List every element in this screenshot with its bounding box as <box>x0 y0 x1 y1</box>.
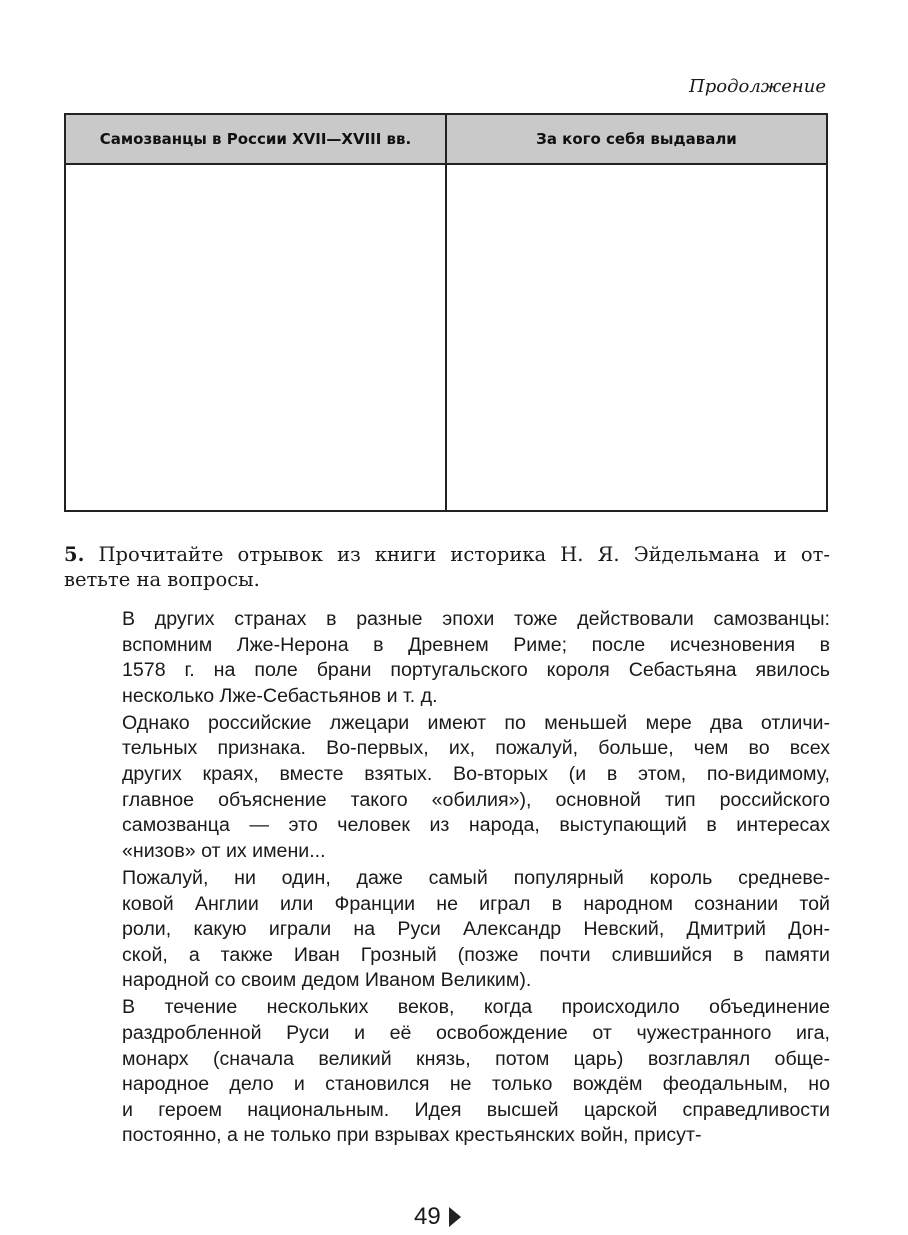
quote-line: и героем национальным. Идея высшей царской справедливости <box>122 1098 830 1121</box>
task-number: 5. <box>64 543 85 566</box>
quote-line: других краях, вместе взятых. Во-вторых (и в этом, по-видимому, <box>122 763 830 786</box>
quote-excerpt <box>122 607 830 1150</box>
impostors-table <box>64 113 828 512</box>
page-number <box>414 1203 461 1231</box>
quote-line: роли, какую играли на Руси Александр Невский, Дмитрий Дон- <box>122 918 830 941</box>
quote-line: тельных признака. Во-первых, их, пожалуй, больше, чем во всех <box>122 737 830 760</box>
triangle-right-icon <box>449 1207 461 1227</box>
continued-label: Продолжение <box>689 76 826 97</box>
quote-paragraph <box>122 711 830 865</box>
quote-line: главное объяснение такого «обилия»), основной тип российского <box>122 788 830 811</box>
quote-line: 1578 г. на поле брани португальского короля Себастьяна явилось <box>122 659 830 682</box>
quote-line: В других странах в разные эпохи тоже действовали самозванцы: <box>122 608 830 630</box>
quote-paragraph <box>122 607 830 709</box>
table-body <box>66 165 826 512</box>
table-header <box>66 115 826 165</box>
header-claimed-identity: За кого себя выдавали <box>536 130 737 148</box>
task-5 <box>64 542 830 592</box>
quote-line: народное дело и становился не только вождём феодальным, но <box>122 1073 830 1096</box>
cell-claimed-identity[interactable] <box>447 165 826 512</box>
quote-line: Пожалуй, ни один, даже самый популярный король средневе- <box>122 866 830 889</box>
quote-line: раздробленной Руси и её освобождение от чужестранного ига, <box>122 1022 830 1044</box>
cell-impostors[interactable] <box>66 165 447 512</box>
quote-line: постоянно, а не только при взрывах крестьянских войн, присут- <box>122 1124 702 1147</box>
quote-line: монарх (сначала великий князь, потом царь) возглавлял обще- <box>122 1047 830 1070</box>
header-impostors: Самозванцы в России XVII—XVIII вв. <box>66 115 447 163</box>
quote-line: «низов» от их имени... <box>122 839 326 862</box>
quote-line: Однако российские лжецари имеют по меньшей мере два отличи- <box>122 711 830 734</box>
quote-paragraph <box>122 866 830 994</box>
quote-line: вспомним Лже-Нерона в Древнем Риме; после исчезновения в <box>122 633 830 656</box>
quote-paragraph <box>122 995 830 1149</box>
page-number-text: 49 <box>414 1203 441 1230</box>
quote-line: ковой Англии или Франции не играл в народном сознании той <box>122 892 830 915</box>
quote-line: ской, а также Иван Грозный (позже почти слившийся в памяти <box>122 943 830 966</box>
quote-line: В течение нескольких веков, когда происходило объединение <box>122 996 830 1019</box>
quote-line: самозванца — это человек из народа, выступающий в интересах <box>122 814 830 837</box>
task-line: ветьте на вопросы. <box>64 568 260 591</box>
task-line: 5. Прочитайте отрывок из книги историка Н. Я. Эйдельмана и от- <box>64 543 831 566</box>
quote-line: народной со своим дедом Иваном Великим). <box>122 969 532 992</box>
quote-line: несколько Лже-Себастьянов и т. д. <box>122 684 438 707</box>
